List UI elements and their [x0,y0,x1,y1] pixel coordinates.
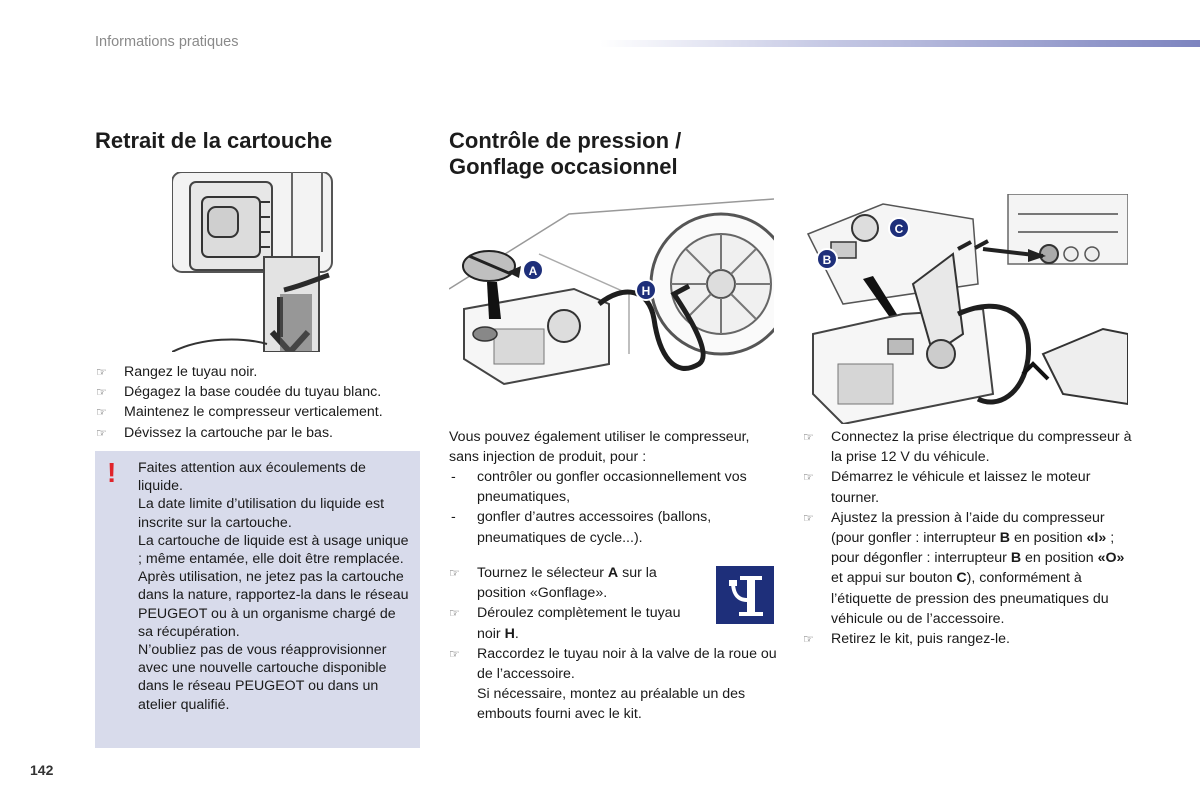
exclamation-icon: ! [107,457,117,488]
inflation-intro [449,427,779,467]
list-item: ☞ Maintenez le compresseur verticalement. [96,402,426,422]
title-line: Gonflage occasionnel [449,154,678,179]
list-item: ☞ Retirez le kit, puis rangez-le. [803,629,1133,649]
intro-paragraph: Vous pouvez également utiliser le compresseur, sans injection de produit, pour : [449,429,750,466]
list-item: - gonfler d’autres accessoires (ballons, pneumatiques de cycle...). [451,509,712,546]
header-section-label: Informations pratiques [95,34,239,50]
header-accent-bar [600,40,1200,47]
list-item: ☞ Dévissez la cartouche par le bas. [96,423,426,443]
warning-paragraph: N’oubliez pas de vous réapprovisionner avec une nouvelle cartouche disponible dans le réseau PEUGEOT ou dans un atelier qualifié. [138,642,387,713]
list-item: - contrôler ou gonfler occasionnellement vos pneumatiques, [451,469,747,506]
pointing-hand-icon: ☞ [449,646,460,661]
list-item: ☞ Déroulez complètement le tuyau noir H. [449,605,681,642]
title-line: Contrôle de pression / [449,128,682,153]
compressor-steps [803,427,1133,649]
warning-text [138,459,413,714]
cartridge-removal-steps [96,362,426,443]
list-item: ☞ Démarrez le véhicule et laissez le moteur tourner. [803,469,1091,506]
warning-paragraph: La cartouche de liquide est à usage unique ; même entamée, elle doit être remplacée. [138,532,409,568]
inflation-illustration [449,194,774,424]
label-h: H [641,284,651,298]
warning-paragraph: La date limite d’utilisation du liquide est inscrite sur la cartouche. [138,496,385,531]
list-item: ☞ Dégagez la base coudée du tuyau blanc. [96,382,426,402]
list-item: ☞ Rangez le tuyau noir. [96,362,426,382]
list-item: ☞ Raccordez le tuyau noir à la valve de la roue ou de l’accessoire. Si nécessaire, montez au préalable un des embouts fourni avec le kit. [449,645,777,723]
label-c: C [894,222,904,236]
label-b: B [822,253,832,267]
pointing-hand-icon: ☞ [96,425,107,440]
warning-paragraph: Faites attention aux écoulements de liquide. [138,460,366,495]
cartridge-removal-title: Retrait de la cartouche [95,128,333,153]
pointing-hand-icon: ☞ [803,632,814,647]
pointing-hand-icon: ☞ [803,510,814,525]
inflation-uses [449,467,779,548]
compressor-connection-illustration [803,194,1128,424]
warning-paragraph: Après utilisation, ne jetez pas la cartouche dans la nature, rapportez-la dans le réseau PEUGEOT ou à un organisme chargé de sa récupération. [138,569,409,640]
warning-box [95,451,420,748]
list-item: ☞ Ajustez la pression à l’aide du compresseur (pour gonfler : interrupteur B en position «I» ; pour dégonfler : interrupteur B en position «O» et appui sur bouton C), conformément à l’étiquette de pression des pneumatiques du véhicule ou de l’accessoire. [803,509,1125,627]
list-item: ☞ Tournez le sélecteur A sur la position «Gonflage». [449,565,657,602]
cartridge-removal-illustration [172,172,337,352]
tyre-pump-icon [716,566,774,624]
pointing-hand-icon: ☞ [803,470,814,485]
pointing-hand-icon: ☞ [96,405,107,420]
pointing-hand-icon: ☞ [96,365,107,379]
pointing-hand-icon: ☞ [96,385,107,400]
pointing-hand-icon: ☞ [803,430,814,444]
list-item: ☞ Connectez la prise électrique du compresseur à la prise 12 V du véhicule. [803,429,1132,466]
pressure-check-title [449,128,681,180]
pointing-hand-icon: ☞ [449,606,460,621]
pointing-hand-icon: ☞ [449,566,460,580]
label-a: A [528,264,538,278]
page-number: 142 [30,762,54,778]
